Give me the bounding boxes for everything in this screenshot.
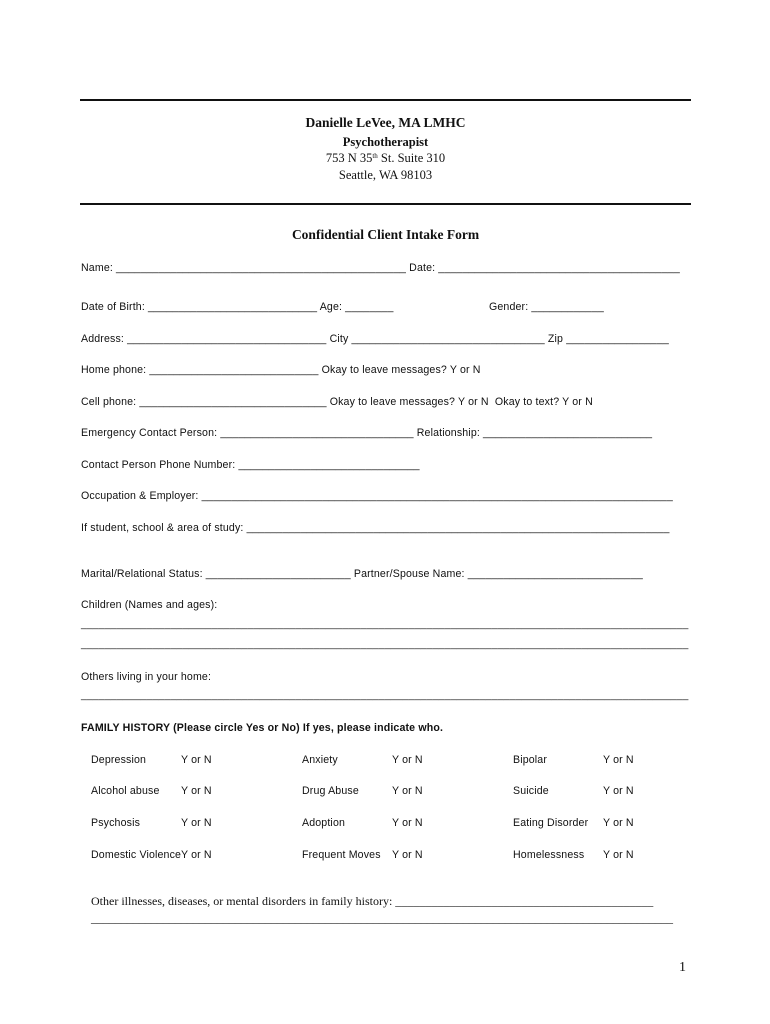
gender-field[interactable]: Gender: ____________ [489,301,604,313]
fh-answer-homelessness[interactable]: Y or N [603,849,634,861]
others-label: Others living in your home: [81,671,212,683]
fh-answer-adoption[interactable]: Y or N [392,817,423,829]
fh-label-suicide: Suicide [513,785,549,797]
fh-label-adoption: Adoption [302,817,346,829]
fh-answer-suicide[interactable]: Y or N [603,785,634,797]
fh-answer-depression[interactable]: Y or N [181,754,212,766]
emergency-contact-field[interactable]: Emergency Contact Person: ________________________________ Relationship: ____________________________ [81,427,653,439]
practice-address [80,151,691,166]
children-blank-1[interactable]: ______________________________________________________________________________________________________ [81,619,689,630]
home-phone-field[interactable]: Home phone: ____________________________ Okay to leave messages? Y or N [81,364,481,376]
fh-label-bipolar: Bipolar [513,754,548,766]
other-illnesses-blank[interactable]: _________________________________________________________________________________________________ [91,911,673,925]
fh-answer-eating-disorder[interactable]: Y or N [603,817,634,829]
fh-answer-drug-abuse[interactable]: Y or N [392,785,423,797]
fh-label-eating-disorder: Eating Disorder [513,817,589,829]
practice-city: Seattle, WA 98103 [338,168,433,182]
fh-label-frequent-moves: Frequent Moves [302,849,381,861]
others-blank[interactable]: ______________________________________________________________________________________________________ [81,690,689,701]
address-suite: St. Suite 310 [377,151,446,165]
fh-answer-domestic-violence[interactable]: Y or N [181,849,212,861]
marital-field[interactable]: Marital/Relational Status: ________________________ Partner/Spouse Name: _____________________________ [81,568,643,580]
fh-label-alcohol-abuse: Alcohol abuse [91,785,160,797]
fh-label-psychosis: Psychosis [91,817,141,829]
student-field[interactable]: If student, school & area of study: ______________________________________________________________________ [81,522,670,534]
practitioner-name: Danielle LeVee, MA LMHC [305,115,466,130]
children-blank-2[interactable]: ______________________________________________________________________________________________________ [81,639,689,650]
fh-label-homelessness: Homelessness [513,849,585,861]
fh-answer-bipolar[interactable]: Y or N [603,754,634,766]
address-field[interactable]: Address: _________________________________ City ________________________________ Zip _________________ [81,333,669,345]
fh-answer-anxiety[interactable]: Y or N [392,754,423,766]
fh-answer-frequent-moves[interactable]: Y or N [392,849,423,861]
page-number: 1 [679,960,687,975]
cell-phone-field[interactable]: Cell phone: _______________________________ Okay to leave messages? Y or N Okay to text? Y or N [81,396,593,408]
other-illnesses-field[interactable]: Other illnesses, diseases, or mental disorders in family history: ___________________________________________ [91,894,654,908]
top-rule [80,99,691,101]
fh-answer-psychosis[interactable]: Y or N [181,817,212,829]
address-street: 753 N 35 [325,151,373,165]
fh-label-domestic-violence: Domestic Violence [91,849,182,861]
bottom-rule [80,203,691,205]
fh-label-anxiety: Anxiety [302,754,338,766]
fh-answer-alcohol-abuse[interactable]: Y or N [181,785,212,797]
address-ordinal: th [372,152,378,160]
fh-label-depression: Depression [91,754,147,766]
practitioner-title: Psychotherapist [342,135,429,149]
family-history-heading: FAMILY HISTORY (Please circle Yes or No) If yes, please indicate who. [81,722,444,734]
fh-label-drug-abuse: Drug Abuse [302,785,359,797]
occupation-field[interactable]: Occupation & Employer: ______________________________________________________________________________ [81,490,673,502]
form-title: Confidential Client Intake Form [291,227,480,242]
children-label: Children (Names and ages): [81,599,218,611]
dob-age-field[interactable]: Date of Birth: ____________________________ Age: ________ [81,301,394,313]
name-date-field[interactable]: Name: ________________________________________________ Date: ________________________________________ [81,262,680,274]
contact-phone-field[interactable]: Contact Person Phone Number: ______________________________ [81,459,420,471]
